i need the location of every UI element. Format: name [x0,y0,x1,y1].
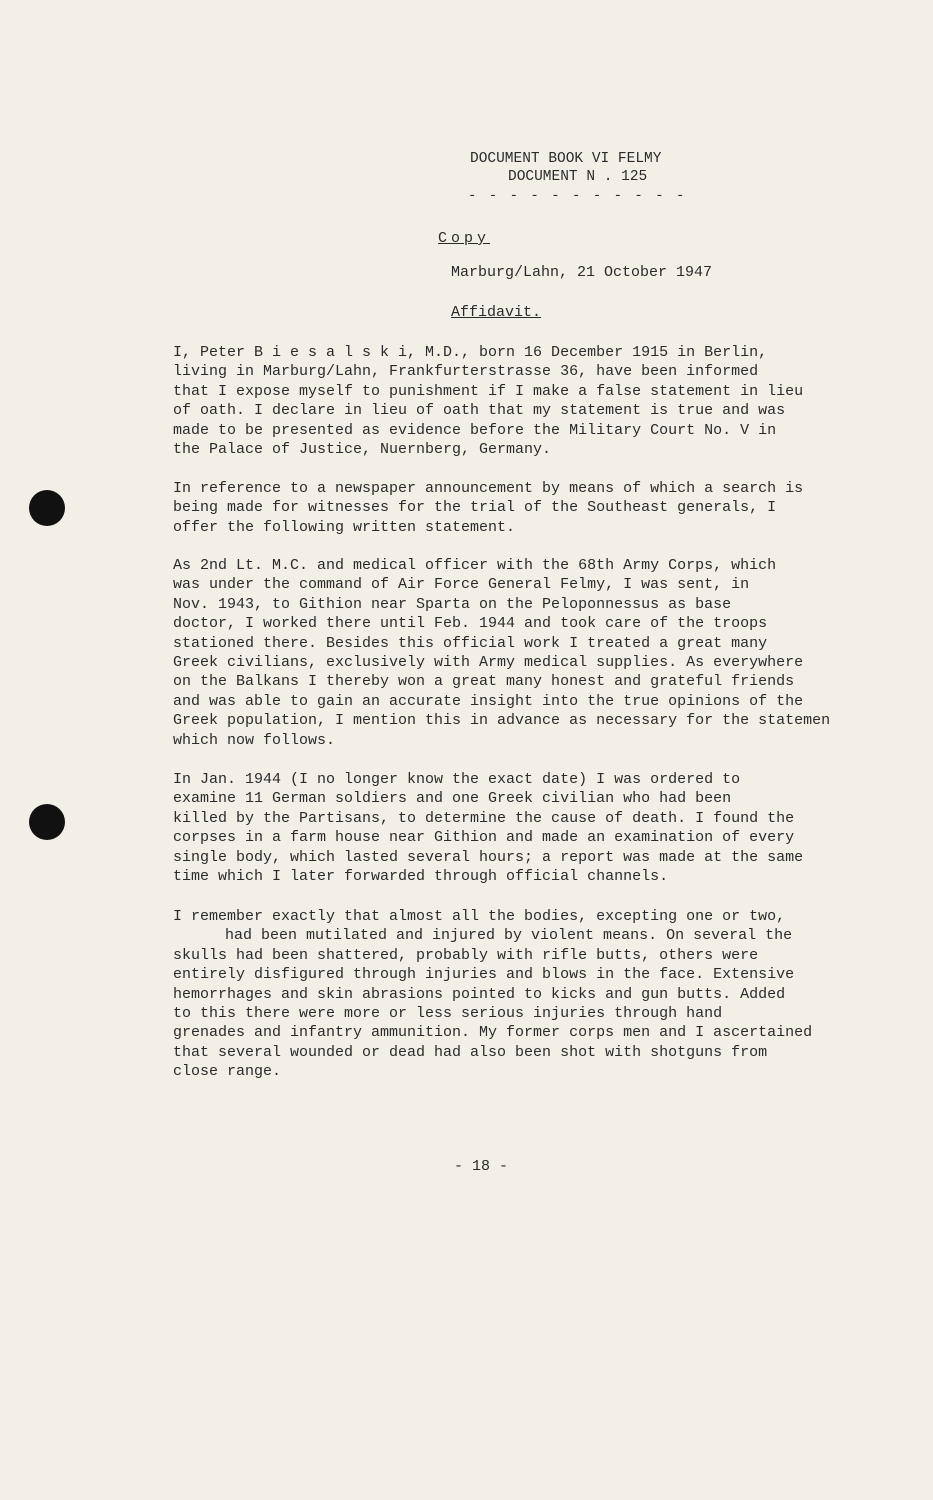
paragraph-reference [173,479,893,537]
document-book-header: DOCUMENT BOOK VI FELMY [470,151,662,167]
text-line: and was able to gain an accurate insight into the true opinions of the [173,692,804,710]
text-line: was under the command of Air Force General Felmy, I was sent, in [173,576,750,594]
text-line: single body, which lasted several hours; a report was made at the same [173,848,804,866]
page-number: - 18 - [454,1158,509,1175]
paragraph-examination [173,770,893,886]
text-line: entirely disfigured through injuries and blows in the face. Extensive [173,966,795,984]
text-line: stationed there. Besides this official work I treated a great many [173,634,768,652]
text-line: of oath. I declare in lieu of oath that my statement is true and was [173,402,786,420]
text-line: In Jan. 1944 (I no longer know the exact date) I was ordered to [173,771,741,788]
text-line: which now follows. [173,731,336,749]
text-line: had been mutilated and injured by violent means. On several the [225,927,793,945]
text-line: made to be presented as evidence before the Military Court No. V in [173,421,777,439]
header-divider: - - - - - - - - - - - [468,188,687,204]
text-line: corpses in a farm house near Githion and made an examination of every [173,829,795,847]
text-line: hemorrhages and skin abrasions pointed to kicks and gun butts. Added [173,985,786,1003]
text-line: offer the following written statement. [173,518,516,536]
text-line: on the Balkans I thereby won a great many honest and grateful friends [173,673,795,691]
paragraph-findings [173,907,893,1082]
punch-hole-bottom [29,804,65,840]
place-date: Marburg/Lahn, 21 October 1947 [451,264,713,281]
text-line: I, Peter B i e s a l s k i, M.D., born 16 December 1915 in Berlin, [173,344,768,361]
text-line: to this there were more or less serious injuries through hand [173,1005,723,1023]
text-line: that I expose myself to punishment if I make a false statement in lieu [173,382,804,400]
text-line: the Palace of Justice, Nuernberg, Germany. [173,441,552,459]
affidavit-heading: Affidavit. [451,304,542,321]
text-line: I remember exactly that almost all the bodies, excepting one or two, [173,908,786,925]
text-line: examine 11 German soldiers and one Greek civilian who had been [173,790,732,808]
text-line: close range. [173,1063,282,1081]
text-line: grenades and infantry ammunition. My former corps men and I ascertained [173,1024,813,1042]
text-line: skulls had been shattered, probably with rifle butts, others were [173,946,759,964]
text-line: that several wounded or dead had also been shot with shotguns from [173,1043,768,1061]
text-line: killed by the Partisans, to determine the cause of death. I found the [173,809,795,827]
text-line: In reference to a newspaper announcement by means of which a search is [173,480,804,497]
punch-hole-top [29,490,65,526]
text-line: Nov. 1943, to Githion near Sparta on the Peloponnessus as base [173,595,732,613]
paragraph-identity [173,343,893,459]
text-line: living in Marburg/Lahn, Frankfurterstrasse 36, have been informed [173,363,759,381]
text-line: As 2nd Lt. M.C. and medical officer with the 68th Army Corps, which [173,557,777,574]
text-line: Greek population, I mention this in advance as necessary for the statemen [173,712,831,730]
text-line: time which I later forwarded through official channels. [173,868,669,886]
paragraph-service [173,556,893,750]
text-line: being made for witnesses for the trial of the Southeast generals, I [173,499,777,517]
copy-label: Copy [438,230,491,247]
document-number: DOCUMENT N . 125 [508,169,648,185]
text-line: doctor, I worked there until Feb. 1944 and took care of the troops [173,615,768,633]
text-line: Greek civilians, exclusively with Army medical supplies. As everywhere [173,654,804,672]
